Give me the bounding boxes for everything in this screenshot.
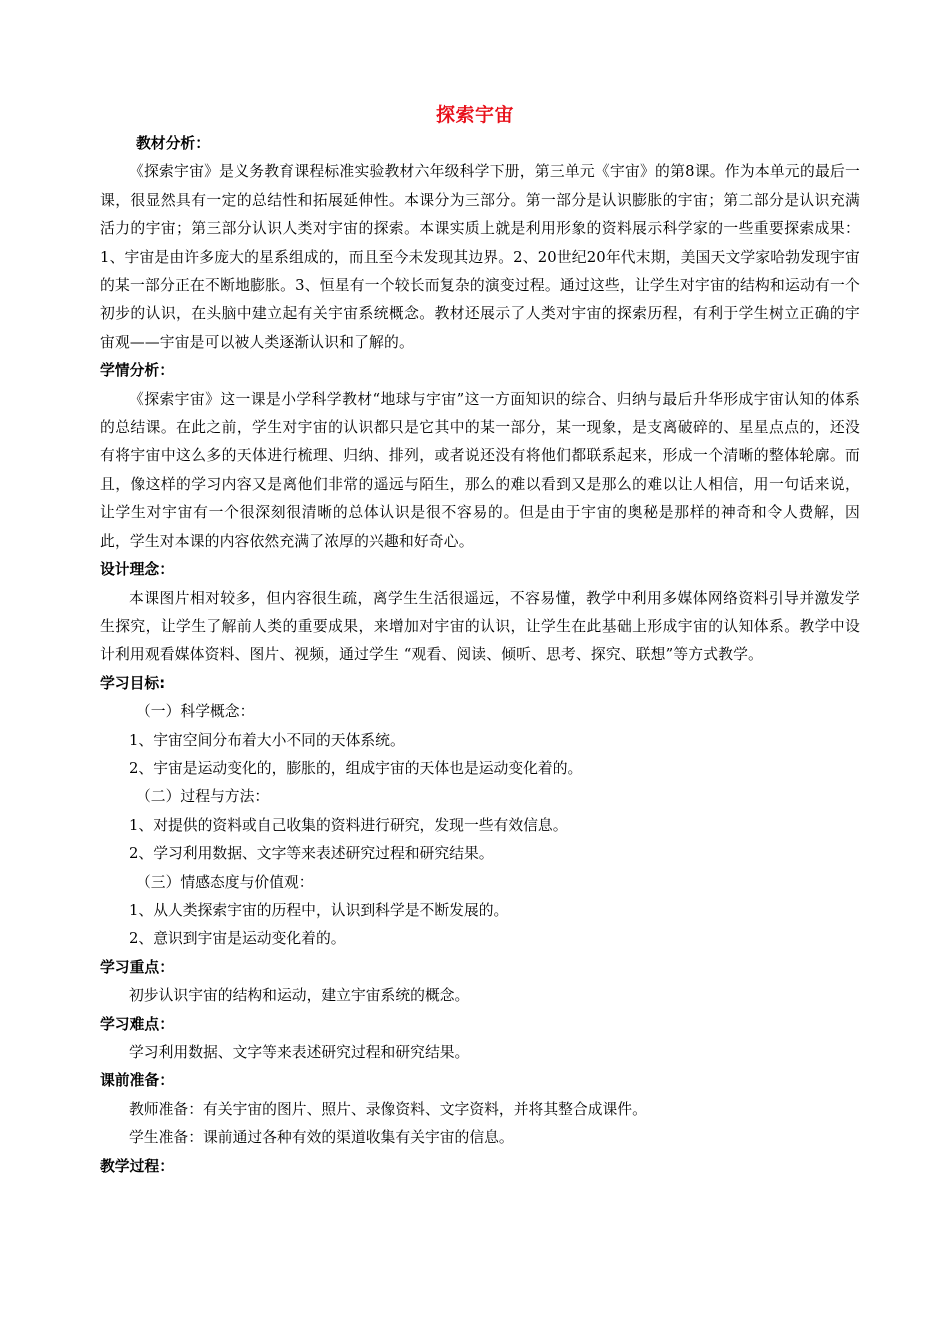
student-analysis-paragraph: 《探索宇宙》这一课是小学科学教材“地球与宇宙”这一方面知识的综合、归纳与最后升华形成宇宙认知的体系的总结课。在此之前，学生对宇宙的认识都只是它其中的某一部分，某一现象，是支离破碎的、星星点点的，还没有将宇宙中这么多的天体进行梳理、归纳、排列，或者说还没有将他们都联系起来，形成一个清晰的整体轮廓。而且，像这样的学习内容又是离他们非常的遥远与陌生，那么的难以看到又是那么的难以让人相信，用一句话来说，让学生对宇宙有一个很深刻很清晰的总体认识是很不容易的。但是由于宇宙的奥秘是那样的神奇和令人费解，因此，学生对本课的内容依然充满了浓厚的兴趣和好奇心。 (100, 390, 860, 550)
goal-item: 1、宇宙空间分布着大小不同的天体系统。 (129, 731, 405, 749)
goal-item: 2、宇宙是运动变化的，膨胀的，组成宇宙的天体也是运动变化着的。 (129, 759, 583, 777)
key-point-text: 初步认识宇宙的结构和运动，建立宇宙系统的概念。 (129, 987, 470, 1005)
document-title: 探索宇宙 (435, 104, 514, 126)
design-concept-paragraph: 本课图片相对较多，但内容很生疏，离学生生活很遥远，不容易懂，教学中利用多媒体网络资料引导并激发学生探究，让学生了解前人类的重要成果，来增加对宇宙的认识，让学生在此基础上形成宇宙的认知体系。教学中设计利用观看媒体资料、图片、视频，通过学生 “观看、阅读、倾听、思考、探究、联想”等方式教学。 (100, 589, 860, 664)
student-preparation-text: 学生准备：课前通过各种有效的渠道收集有关宇宙的信息。 (129, 1129, 514, 1147)
goal-item: 2、意识到宇宙是运动变化着的。 (129, 930, 346, 948)
section-heading-key-point: 学习重点： (100, 958, 174, 976)
section-heading-student-analysis: 学情分析： (100, 362, 174, 380)
goal-item: 1、对提供的资料或自己收集的资料进行研究，发现一些有效信息。 (129, 816, 568, 834)
section-heading-textbook-analysis: 教材分析： (136, 135, 210, 152)
textbook-analysis-paragraph: 《探索宇宙》是义务教育课程标准实验教材六年级科学下册，第三单元《宇宙》的第8课。作为本单元的最后一课，很显然具有一定的总结性和拓展延伸性。本课分为三部分。第一部分是认识膨胀的宇宙；第二部分是认识充满活力的宇宙；第三部分认识人类对宇宙的探索。本课实质上就是利用形象的资料展示科学家的一些重要探索成果：1、宇宙是由许多庞大的星系组成的，而且至今未发现其边界。2、20世纪20年代末期，美国天文学家哈勃发现宇宙的某一部分正在不断地膨胀。3、恒星有一个较长而复杂的演变过程。通过这些，让学生对宇宙的结构和运动有一个初步的认识，在头脑中建立起有关宇宙系统概念。教材还展示了人类对宇宙的探索历程，有利于学生树立正确的宇宙观——宇宙是可以被人类逐渐认识和了解的。 (100, 163, 860, 351)
goal-item: 2、学习利用数据、文字等来表述研究过程和研究结果。 (129, 845, 494, 863)
document-body (100, 130, 860, 1181)
goal-item: 1、从人类探索宇宙的历程中，认识到科学是不断发展的。 (129, 901, 509, 919)
section-heading-learning-goals: 学习目标: (100, 674, 166, 692)
difficulty-text: 学习利用数据、文字等来表述研究过程和研究结果。 (129, 1044, 470, 1061)
section-heading-preparation: 课前准备： (100, 1072, 174, 1090)
section-heading-difficulty: 学习难点： (100, 1015, 174, 1033)
section-heading-design-concept: 设计理念： (100, 561, 174, 579)
goal-group-label: （二）过程与方法： (136, 788, 270, 806)
goal-group-label: （三）情感态度与价值观： (136, 873, 314, 891)
section-heading-process: 教学过程： (100, 1157, 174, 1175)
teacher-preparation-text: 教师准备：有关宇宙的图片、照片、录像资料、文字资料，并将其整合成课件。 (129, 1100, 647, 1118)
goal-group-label: （一）科学概念： (136, 703, 255, 721)
